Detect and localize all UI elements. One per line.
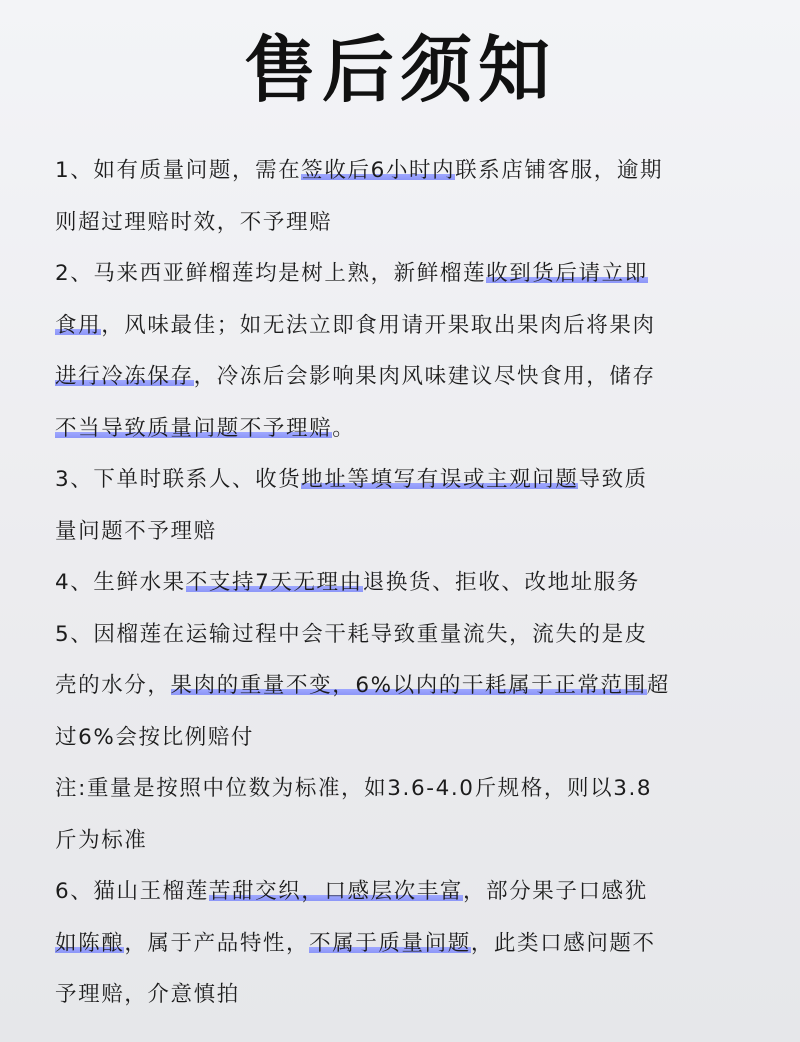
highlighted-text: 签收后6小时内 <box>301 158 456 183</box>
notice-line <box>55 351 755 403</box>
highlighted-text: 如陈酿 <box>55 930 125 956</box>
text-segment: 过6%会按比例赔付 <box>55 724 255 750</box>
notice-line <box>55 815 755 867</box>
text-segment: 超 <box>646 673 670 698</box>
notice-body <box>55 145 755 1021</box>
text-segment: 6、猫山王榴莲 <box>55 879 209 904</box>
notice-line <box>55 763 755 815</box>
page-title: 售后须知 <box>243 28 556 112</box>
notice-line <box>55 609 755 661</box>
notice-line <box>55 454 755 506</box>
text-segment: 5、因榴莲在运输过程中会干耗导致重量流失，流失的是皮 <box>55 621 648 647</box>
highlighted-text: 收到货后请立即 <box>486 261 648 286</box>
notice-line <box>55 969 755 1021</box>
text-segment: 壳的水分， <box>55 673 171 698</box>
text-segment: 。 <box>332 415 356 441</box>
notice-line <box>55 918 755 970</box>
notice-line <box>55 660 755 712</box>
text-segment: 斤为标准 <box>55 827 148 853</box>
notice-line <box>55 712 755 764</box>
text-segment: ，风味最佳；如无法立即食用请开果取出果肉后将果肉 <box>101 312 656 338</box>
text-segment: 退换货、拒收、改地址服务 <box>362 570 640 595</box>
text-segment: ，冷冻后会影响果肉风味建议尽快食用，储存 <box>193 364 656 389</box>
notice-line <box>55 506 755 558</box>
text-segment: 注:重量是按照中位数为标准，如3.6-4.0斤规格，则以3.8 <box>55 776 653 801</box>
text-segment: 联系店铺客服，逾期 <box>455 158 664 183</box>
highlighted-text: 地址等填写有误或主观问题 <box>301 467 579 492</box>
highlighted-text: 食用 <box>55 312 102 338</box>
text-segment: ，部分果子口感犹 <box>463 879 648 904</box>
highlighted-text: 不当导致质量问题不予理赔 <box>55 415 333 441</box>
text-segment: ，此类口感问题不 <box>470 930 656 956</box>
text-segment: 导致质 <box>578 467 648 492</box>
highlighted-text: 不支持7天无理由 <box>185 570 363 595</box>
text-segment: 量问题不予理赔 <box>55 518 217 544</box>
text-segment: ，属于产品特性， <box>124 930 310 956</box>
highlighted-text: 果肉的重量不变，6%以内的干耗属于正常范围 <box>170 673 647 698</box>
notice-line <box>55 145 755 197</box>
text-segment: 3、下单时联系人、收货 <box>55 467 302 492</box>
highlighted-text: 进行冷冻保存 <box>55 364 194 389</box>
text-segment: 则超过理赔时效，不予理赔 <box>55 209 333 235</box>
text-segment: 予理赔，介意慎拍 <box>55 982 240 1007</box>
notice-line <box>55 197 755 249</box>
text-segment: 2、马来西亚鲜榴莲均是树上熟，新鲜榴莲 <box>55 261 487 286</box>
text-segment: 4、生鲜水果 <box>55 570 186 595</box>
notice-line <box>55 866 755 918</box>
notice-line <box>55 403 755 455</box>
notice-line <box>55 557 755 609</box>
text-segment: 1、如有质量问题，需在 <box>55 158 302 183</box>
highlighted-text: 苦甜交织，口感层次丰富 <box>208 879 463 904</box>
notice-line <box>55 248 755 300</box>
highlighted-text: 不属于质量问题 <box>309 930 471 956</box>
notice-line <box>55 300 755 352</box>
